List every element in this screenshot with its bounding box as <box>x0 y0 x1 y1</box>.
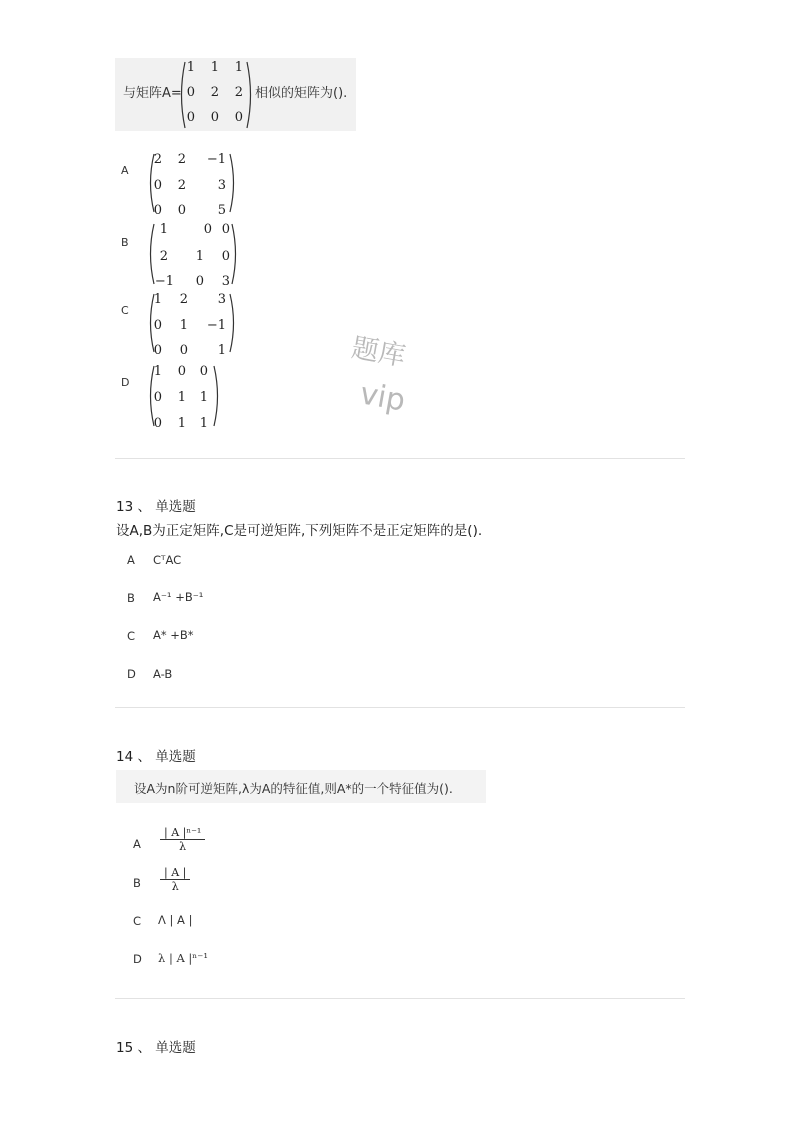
matrix-cell: 0 <box>221 249 230 264</box>
option-text: A⁻¹ +B⁻¹ <box>153 590 204 604</box>
matrix-cell: 0 <box>234 110 243 125</box>
q12-stem-suffix: 相似的矩阵为(). <box>255 86 348 101</box>
matrix-cell: 1 <box>179 318 188 333</box>
fraction-denominator: λ <box>171 880 179 893</box>
fraction-numerator: | A | <box>160 866 190 880</box>
matrix-cell: 0 <box>177 203 186 218</box>
watermark-line1: 题库 <box>349 332 408 373</box>
matrix-cell: 3 <box>217 292 226 307</box>
matrix-cell: 2 <box>179 292 188 307</box>
matrix-cell: 2 <box>177 152 186 167</box>
option-letter: A <box>133 837 141 851</box>
option-text: Λ | A | <box>158 913 193 927</box>
option-letter: D <box>127 667 136 681</box>
fraction-denominator: λ <box>179 840 187 853</box>
matrix-cell: 0 <box>153 203 162 218</box>
option-text: A* +B* <box>153 628 194 642</box>
matrix-cell: 5 <box>217 203 226 218</box>
q14-header: 14 、 单选题 <box>116 749 196 765</box>
option-letter: B <box>121 236 129 249</box>
fraction-numerator: | A |ⁿ⁻¹ <box>160 826 205 840</box>
matrix-cell: 0 <box>186 85 195 100</box>
option-letter: D <box>121 376 130 389</box>
right-paren-icon <box>245 60 255 130</box>
option-letter: A <box>121 164 129 177</box>
option-letter: D <box>133 952 142 966</box>
option-letter: B <box>127 591 135 605</box>
matrix-cell: 0 <box>199 364 208 379</box>
matrix-cell: 0 <box>179 343 188 358</box>
option-text: A-B <box>153 667 173 681</box>
matrix-cell: 1 <box>199 390 208 405</box>
q13-text: 设A,B为正定矩阵,C是可逆矩阵,下列矩阵不是正定矩阵的是(). <box>116 523 483 539</box>
matrix-cell: 1 <box>186 60 195 75</box>
watermark-line2: vip <box>357 376 408 419</box>
divider <box>115 707 685 708</box>
matrix-cell: 1 <box>153 364 162 379</box>
q12-stem-image <box>115 58 356 131</box>
q14-text: 设A为n阶可逆矩阵,λ为A的特征值,则A*的一个特征值为(). <box>134 781 453 796</box>
option-letter: C <box>121 304 129 317</box>
fraction <box>160 866 190 893</box>
matrix-cell: 0 <box>153 343 162 358</box>
option-text: λ | A |ⁿ⁻¹ <box>158 951 208 965</box>
matrix-cell: −1 <box>206 318 226 333</box>
matrix-cell: 1 <box>159 222 168 237</box>
matrix-cell: 0 <box>221 222 230 237</box>
fraction <box>160 826 205 853</box>
q13-header: 13 、 单选题 <box>116 499 196 515</box>
matrix-cell: 1 <box>199 416 208 431</box>
matrix-cell: 0 <box>186 110 195 125</box>
matrix-cell: 3 <box>217 178 226 193</box>
option-letter: A <box>127 553 135 567</box>
matrix-cell: 2 <box>159 249 168 264</box>
matrix-cell: −1 <box>154 274 174 289</box>
matrix-cell: 2 <box>177 178 186 193</box>
matrix-cell: 0 <box>153 318 162 333</box>
matrix-cell: 0 <box>153 178 162 193</box>
right-paren-icon <box>228 292 238 354</box>
matrix-cell: −1 <box>206 152 226 167</box>
matrix-cell: 2 <box>153 152 162 167</box>
matrix-cell: 1 <box>234 60 243 75</box>
matrix-cell: 0 <box>177 364 186 379</box>
matrix-cell: 1 <box>217 343 226 358</box>
matrix-cell: 0 <box>195 274 204 289</box>
option-text: CᵀAC <box>153 553 182 567</box>
matrix-cell: 1 <box>177 416 186 431</box>
q15-header: 15 、 单选题 <box>116 1040 196 1056</box>
matrix-cell: 2 <box>210 85 219 100</box>
option-letter: C <box>127 629 136 643</box>
q14-stem-image <box>116 770 486 803</box>
matrix-cell: 1 <box>210 60 219 75</box>
divider <box>115 998 685 999</box>
matrix-cell: 0 <box>210 110 219 125</box>
matrix-cell: 2 <box>234 85 243 100</box>
matrix-cell: 0 <box>203 222 212 237</box>
q12-stem-prefix: 与矩阵A= <box>123 86 182 101</box>
matrix-cell: 1 <box>153 292 162 307</box>
matrix-cell: 0 <box>153 416 162 431</box>
matrix-cell: 1 <box>177 390 186 405</box>
right-paren-icon <box>230 222 240 286</box>
divider <box>115 458 685 459</box>
matrix-cell: 1 <box>195 249 204 264</box>
matrix-cell: 0 <box>153 390 162 405</box>
right-paren-icon <box>212 364 222 428</box>
right-paren-icon <box>228 152 238 214</box>
option-letter: C <box>133 914 142 928</box>
matrix-cell: 3 <box>221 274 230 289</box>
option-letter: B <box>133 876 141 890</box>
